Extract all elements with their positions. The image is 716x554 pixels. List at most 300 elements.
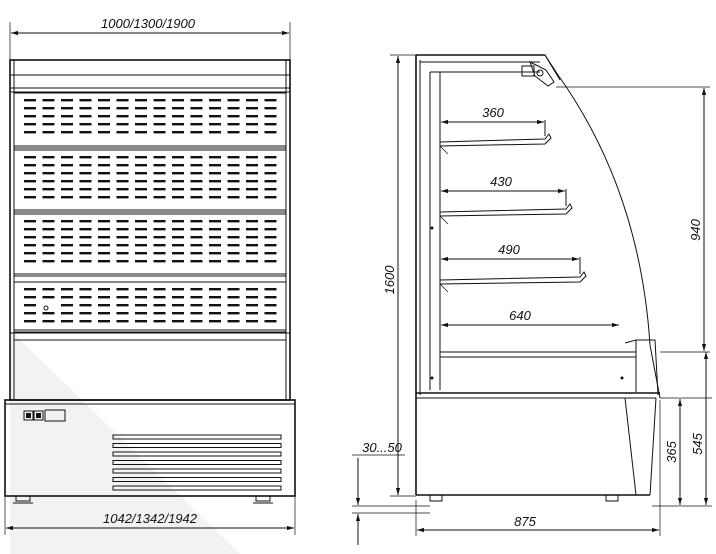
perforation-slot xyxy=(228,180,240,182)
perforation-slot xyxy=(43,123,55,125)
perforation-slot xyxy=(228,123,240,125)
perforation-slot xyxy=(265,320,277,322)
perforation-slot xyxy=(209,131,221,133)
perforation-slot xyxy=(43,196,55,198)
shelf-1 xyxy=(440,105,551,154)
perforation-slot xyxy=(61,164,73,166)
perforation-slot xyxy=(191,312,203,314)
perforation-slot xyxy=(265,180,277,182)
perforation-slot xyxy=(265,196,277,198)
perforation-slot xyxy=(24,131,36,133)
perforation-slot xyxy=(265,228,277,230)
perforation-slot xyxy=(98,304,110,306)
perforation-slot xyxy=(24,107,36,109)
perforation-slot xyxy=(98,123,110,125)
vent-slat xyxy=(113,444,281,448)
perforation-slot xyxy=(172,123,184,125)
perforation-slot xyxy=(61,260,73,262)
perforation-slot xyxy=(117,320,129,322)
shelf-2 xyxy=(440,174,572,224)
perforation-slot xyxy=(191,220,203,222)
perforation-slot xyxy=(154,260,166,262)
perforation-slot xyxy=(246,156,258,158)
perforation-slot xyxy=(61,296,73,298)
perforation-slot xyxy=(24,99,36,101)
perforation-slot xyxy=(98,296,110,298)
perforation-slot xyxy=(246,304,258,306)
perforation-slot xyxy=(117,296,129,298)
perforation-slot xyxy=(61,228,73,230)
perforation-slot xyxy=(265,236,277,238)
perforation-slot xyxy=(43,236,55,238)
deck-height-dimension xyxy=(664,399,680,505)
perforation-slot xyxy=(24,180,36,182)
perforation-slot xyxy=(80,180,92,182)
perforation-slot xyxy=(172,156,184,158)
perforation-slot xyxy=(191,196,203,198)
perforation-slot xyxy=(209,304,221,306)
front-top-dimension xyxy=(10,16,290,60)
perforation-slot xyxy=(209,196,221,198)
perforation-slot xyxy=(80,107,92,109)
perforation-slot xyxy=(172,304,184,306)
perforation-slot xyxy=(191,107,203,109)
perforation-slot xyxy=(135,123,147,125)
shelf-panel xyxy=(14,282,286,330)
perforation-slot xyxy=(135,107,147,109)
perforation-slot xyxy=(80,312,92,314)
perforation-slot xyxy=(135,188,147,190)
perforation-slot xyxy=(265,288,277,290)
shelf-panel xyxy=(14,93,286,146)
perforation-slot xyxy=(98,180,110,182)
perforation-slot xyxy=(154,304,166,306)
perforation-slot xyxy=(209,115,221,117)
vent-slat xyxy=(113,435,281,439)
perforation-slot xyxy=(135,220,147,222)
perforation-slot xyxy=(117,164,129,166)
base-height-label: 545 xyxy=(690,433,705,455)
perforation-slot xyxy=(24,236,36,238)
perforation-slot xyxy=(246,99,258,101)
perforation-slot xyxy=(117,131,129,133)
perforation-slot xyxy=(98,252,110,254)
perforation-slot xyxy=(228,172,240,174)
perforation-slot xyxy=(172,252,184,254)
perforation-slot xyxy=(135,228,147,230)
perforation-slot xyxy=(265,164,277,166)
upper-height-label: 940 xyxy=(688,219,703,241)
perforation-slot xyxy=(61,252,73,254)
perforation-slot xyxy=(61,288,73,290)
perforation-slot xyxy=(191,320,203,322)
perforation-slot xyxy=(246,180,258,182)
shelf-depth-label: 360 xyxy=(482,105,504,120)
perforation-slot xyxy=(154,172,166,174)
perforation-slot xyxy=(265,172,277,174)
perforation-slot xyxy=(80,288,92,290)
perforation-slot xyxy=(265,123,277,125)
perforation-slot xyxy=(43,172,55,174)
perforation-slot xyxy=(117,260,129,262)
perforation-slot xyxy=(24,188,36,190)
side-view xyxy=(352,55,712,545)
perforation-slot xyxy=(228,228,240,230)
perforation-slot xyxy=(61,156,73,158)
perforation-slot xyxy=(246,188,258,190)
perforation-slot xyxy=(98,244,110,246)
perforation-slot xyxy=(24,164,36,166)
perforation-slot xyxy=(265,312,277,314)
perforation-slot xyxy=(43,107,55,109)
perforation-slot xyxy=(98,172,110,174)
perforation-slot xyxy=(265,304,277,306)
perforation-slot xyxy=(117,252,129,254)
perforation-slot xyxy=(98,131,110,133)
perforation-slot xyxy=(61,236,73,238)
perforation-slot xyxy=(117,188,129,190)
perforation-slot xyxy=(117,99,129,101)
perforation-slot xyxy=(191,99,203,101)
upper-height-dimension xyxy=(556,87,710,352)
perforation-slot xyxy=(135,164,147,166)
perforation-slot xyxy=(154,123,166,125)
perforation-slot xyxy=(135,304,147,306)
perforation-slot xyxy=(98,288,110,290)
perforation-slot xyxy=(135,131,147,133)
perforation-slot xyxy=(246,196,258,198)
perforation-slot xyxy=(135,236,147,238)
perforation-slot xyxy=(191,188,203,190)
perforation-slot xyxy=(117,304,129,306)
perforation-slot xyxy=(191,260,203,262)
depth-label: 875 xyxy=(514,514,536,529)
perforation-slot xyxy=(117,220,129,222)
perforation-slot xyxy=(228,196,240,198)
perforation-slot xyxy=(43,252,55,254)
perforation-slot xyxy=(135,115,147,117)
perforation-slot xyxy=(209,123,221,125)
perforation-slot xyxy=(209,99,221,101)
perforation-slot xyxy=(98,312,110,314)
front-view xyxy=(5,16,295,554)
perforation-slot xyxy=(172,196,184,198)
perforation-slot xyxy=(172,296,184,298)
perforation-slot xyxy=(265,156,277,158)
perforation-slot xyxy=(209,320,221,322)
perforation-slot xyxy=(154,236,166,238)
perforation-slot xyxy=(191,180,203,182)
front-top-width-label: 1000/1300/1900 xyxy=(101,16,195,31)
perforation-slot xyxy=(228,236,240,238)
perforation-slot xyxy=(80,123,92,125)
perforation-slot xyxy=(154,99,166,101)
perforation-slot xyxy=(24,220,36,222)
perforation-slot xyxy=(172,228,184,230)
shelf-panels xyxy=(14,93,286,332)
perforation-slot xyxy=(228,131,240,133)
perforation-slot xyxy=(80,188,92,190)
side-shelves xyxy=(440,105,619,325)
perforation-slot xyxy=(246,228,258,230)
perforation-slot xyxy=(43,296,55,298)
perforation-slot xyxy=(228,115,240,117)
perforation-slot xyxy=(265,99,277,101)
perforation-slot xyxy=(61,99,73,101)
perforation-slot xyxy=(117,115,129,117)
shelf-depth-label: 490 xyxy=(498,242,520,257)
perforation-slot xyxy=(43,131,55,133)
perforation-slot xyxy=(209,164,221,166)
perforation-slot xyxy=(24,288,36,290)
perforation-slot xyxy=(61,196,73,198)
perforation-slot xyxy=(43,220,55,222)
perforation-slot xyxy=(135,244,147,246)
perforation-slot xyxy=(209,312,221,314)
perforation-slot xyxy=(98,164,110,166)
perforation-slot xyxy=(228,260,240,262)
perforation-slot xyxy=(265,220,277,222)
perforation-slot xyxy=(154,288,166,290)
perforation-slot xyxy=(98,99,110,101)
perforation-slot xyxy=(80,131,92,133)
perforation-slot xyxy=(98,156,110,158)
leg-adjust-label: 30...50 xyxy=(362,440,402,455)
perforation-slot xyxy=(154,196,166,198)
perforation-slot xyxy=(98,188,110,190)
height-dimension xyxy=(382,55,416,496)
perforation-slot xyxy=(43,99,55,101)
perforation-slot xyxy=(43,312,55,314)
perforation-slot xyxy=(43,288,55,290)
shelf-depth-label: 640 xyxy=(509,308,531,323)
perforation-slot xyxy=(80,260,92,262)
perforation-slot xyxy=(24,296,36,298)
perforation-slot xyxy=(24,196,36,198)
perforation-slot xyxy=(246,236,258,238)
perforation-slot xyxy=(265,188,277,190)
perforation-slot xyxy=(117,180,129,182)
perforation-slot xyxy=(24,228,36,230)
perforation-slot xyxy=(191,131,203,133)
perforation-slot xyxy=(191,252,203,254)
perforation-slot xyxy=(80,172,92,174)
perforation-slot xyxy=(98,220,110,222)
front-bottom-width-label: 1042/1342/1942 xyxy=(103,511,197,526)
perforation-slot xyxy=(154,320,166,322)
height-label: 1600 xyxy=(382,265,397,295)
perforation-slot xyxy=(135,288,147,290)
perforation-slot xyxy=(154,115,166,117)
perforation-slot xyxy=(209,172,221,174)
perforation-slot xyxy=(135,312,147,314)
perforation-slot xyxy=(246,164,258,166)
perforation-slot xyxy=(61,320,73,322)
perforation-slot xyxy=(172,260,184,262)
perforation-slot xyxy=(117,156,129,158)
perforation-slot xyxy=(246,131,258,133)
perforation-slot xyxy=(80,320,92,322)
perforation-slot xyxy=(172,164,184,166)
perforation-slot xyxy=(172,236,184,238)
perforation-slot xyxy=(265,115,277,117)
perforation-slot xyxy=(172,115,184,117)
perforation-slot xyxy=(117,288,129,290)
perforation-slot xyxy=(246,320,258,322)
perforation-slot xyxy=(80,164,92,166)
perforation-slot xyxy=(154,296,166,298)
perforation-slot xyxy=(80,228,92,230)
perforation-slot xyxy=(228,288,240,290)
perforation-slot xyxy=(246,220,258,222)
perforation-slot xyxy=(24,320,36,322)
shelf-panel xyxy=(14,150,286,210)
perforation-slot xyxy=(117,228,129,230)
perforation-slot xyxy=(228,156,240,158)
perforation-slot xyxy=(154,312,166,314)
perforation-slot xyxy=(154,131,166,133)
perforation-slot xyxy=(43,164,55,166)
perforation-slot xyxy=(80,236,92,238)
shelf-panel xyxy=(14,214,286,274)
perforation-slot xyxy=(80,156,92,158)
perforation-slot xyxy=(24,312,36,314)
perforation-slot xyxy=(209,188,221,190)
perforation-slot xyxy=(191,304,203,306)
perforation-slot xyxy=(228,99,240,101)
perforation-slot xyxy=(154,156,166,158)
shelf-3 xyxy=(440,242,586,292)
perforation-slot xyxy=(43,228,55,230)
perforation-slot xyxy=(80,304,92,306)
screw-mark xyxy=(44,306,48,310)
perforation-slot xyxy=(246,172,258,174)
perforation-slot xyxy=(61,115,73,117)
perforation-slot xyxy=(117,244,129,246)
perforation-slot xyxy=(43,115,55,117)
perforation-slot xyxy=(80,196,92,198)
perforation-slot xyxy=(172,320,184,322)
perforation-slot xyxy=(191,164,203,166)
perforation-slot xyxy=(172,99,184,101)
perforation-slot xyxy=(228,304,240,306)
perforation-slot xyxy=(80,99,92,101)
perforation-slot xyxy=(246,312,258,314)
perforation-slot xyxy=(135,260,147,262)
perforation-slot xyxy=(154,164,166,166)
perforation-slot xyxy=(24,172,36,174)
perforation-slot xyxy=(209,156,221,158)
perforation-slot xyxy=(228,188,240,190)
perforation-slot xyxy=(209,107,221,109)
perforation-slot xyxy=(209,180,221,182)
perforation-slot xyxy=(265,107,277,109)
perforation-slot xyxy=(191,244,203,246)
perforation-slot xyxy=(228,220,240,222)
perforation-slot xyxy=(43,260,55,262)
perforation-slot xyxy=(135,320,147,322)
perforation-slot xyxy=(172,180,184,182)
perforation-slot xyxy=(191,123,203,125)
perforation-slot xyxy=(117,123,129,125)
perforation-slot xyxy=(61,172,73,174)
perforation-slot xyxy=(265,260,277,262)
perforation-slot xyxy=(80,296,92,298)
perforation-slot xyxy=(265,296,277,298)
perforation-slot xyxy=(172,244,184,246)
perforation-slot xyxy=(24,252,36,254)
base-height-dimension xyxy=(652,352,712,506)
perforation-slot xyxy=(246,244,258,246)
perforation-slot xyxy=(154,228,166,230)
perforation-slot xyxy=(154,220,166,222)
perforation-slot xyxy=(80,244,92,246)
perforation-slot xyxy=(117,236,129,238)
perforation-slot xyxy=(98,320,110,322)
perforation-slot xyxy=(24,156,36,158)
perforation-slot xyxy=(154,107,166,109)
perforation-slot xyxy=(246,288,258,290)
perforation-slot xyxy=(172,188,184,190)
perforation-slot xyxy=(117,107,129,109)
perforation-slot xyxy=(265,252,277,254)
perforation-slot xyxy=(135,172,147,174)
perforation-slot xyxy=(24,123,36,125)
perforation-slot xyxy=(246,107,258,109)
perforation-slot xyxy=(24,115,36,117)
depth-dimension xyxy=(416,400,660,536)
perforation-slot xyxy=(246,252,258,254)
perforation-slot xyxy=(98,260,110,262)
perforation-slot xyxy=(43,320,55,322)
perforation-slot xyxy=(172,220,184,222)
leg-adjust-dimension xyxy=(352,440,430,545)
perforation-slot xyxy=(98,107,110,109)
perforation-slot xyxy=(191,115,203,117)
perforation-slot xyxy=(80,220,92,222)
perforation-slot xyxy=(228,296,240,298)
perforation-slot xyxy=(172,312,184,314)
perforation-slot xyxy=(61,188,73,190)
perforation-slot xyxy=(209,244,221,246)
perforation-slot xyxy=(246,260,258,262)
perforation-slot xyxy=(80,115,92,117)
perforation-slot xyxy=(117,172,129,174)
perforation-slot xyxy=(43,180,55,182)
perforation-slot xyxy=(98,236,110,238)
perforation-slot xyxy=(135,296,147,298)
perforation-slot xyxy=(154,180,166,182)
perforation-slot xyxy=(154,188,166,190)
perforation-slot xyxy=(98,196,110,198)
perforation-slot xyxy=(61,312,73,314)
perforation-slot xyxy=(61,180,73,182)
perforation-slot xyxy=(265,131,277,133)
perforation-slot xyxy=(172,288,184,290)
deck-height-label: 365 xyxy=(664,441,679,463)
perforation-slot xyxy=(246,296,258,298)
perforation-slot xyxy=(135,252,147,254)
perforation-slot xyxy=(228,164,240,166)
perforation-slot xyxy=(209,260,221,262)
perforation-slot xyxy=(246,115,258,117)
perforation-slot xyxy=(172,107,184,109)
perforation-slot xyxy=(265,244,277,246)
perforation-slot xyxy=(98,115,110,117)
perforation-slot xyxy=(191,172,203,174)
perforation-slot xyxy=(80,252,92,254)
perforation-slot xyxy=(154,252,166,254)
